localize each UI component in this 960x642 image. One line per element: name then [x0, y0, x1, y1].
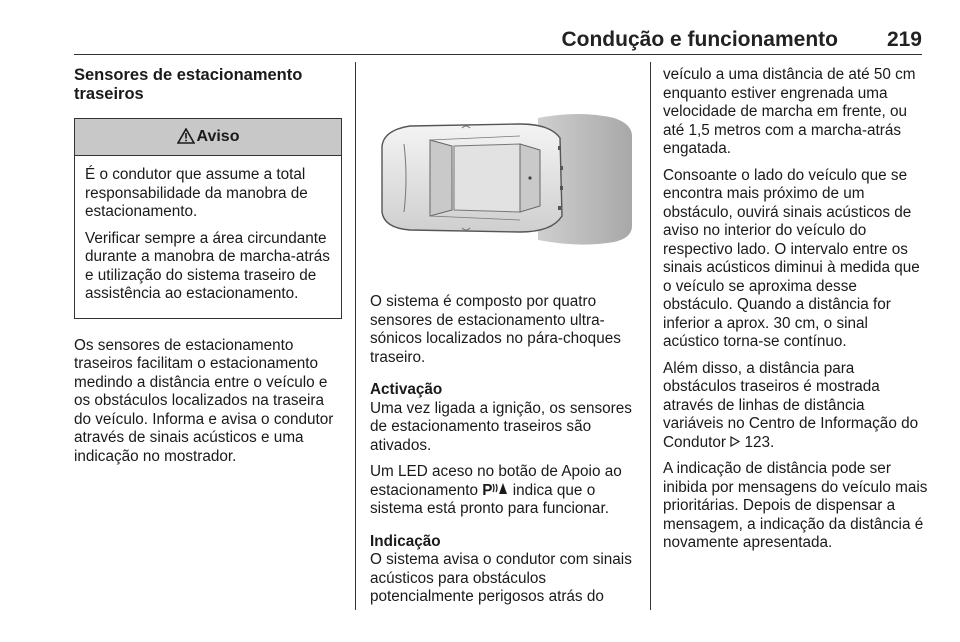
page-reference-number[interactable]: 123	[744, 433, 770, 451]
indication-heading: Indicação	[370, 532, 441, 550]
sensor-waves-icon	[492, 482, 508, 495]
page-reference-icon	[730, 436, 740, 447]
page-header	[74, 24, 922, 55]
warning-label: Aviso	[196, 128, 240, 145]
intro-paragraph: Os sensores de estacionamento traseiros facilitam o estacionamento medindo a distância entre o veículo e os obstáculos localizados na traseira do veículo. Informa e avisa o condutor através de sinais acústicos e uma indicação no mostrador.	[74, 336, 334, 465]
led-text-before: Um LED aceso no botão de Apoio ao estacionamento	[370, 463, 622, 499]
warning-text-2: Verificar sempre a área circundante durante a manobra de marcha-atrás e utilização do sistema traseiro de assistência ao estacionamento.	[85, 229, 330, 302]
warning-body	[75, 156, 341, 318]
led-paragraph	[370, 463, 638, 519]
distance-paragraph: veículo a uma distância de até 50 cm enquanto estiver engrenada uma velocidade de marcha em frente, ou até 1,5 metros com a marcha-atrás engatada.	[663, 66, 916, 157]
car-sensor-illustration	[370, 66, 638, 271]
warning-header	[75, 119, 341, 156]
column-3	[663, 66, 928, 561]
display-paragraph: Além disso, a distância para obstáculos traseiros é mostrada através de linhas de distância variáveis no Centro de Informação do Condutor 123.	[663, 359, 919, 451]
header-title: Condução e funcionamento	[561, 28, 838, 51]
section-title: Sensores de estacionamento traseiros	[74, 66, 303, 103]
column-2	[370, 66, 638, 615]
led-text-after: indica que o sistema está pronto para funcionar.	[370, 481, 609, 517]
park-assist-icon: P	[482, 481, 493, 499]
warning-triangle-icon	[177, 128, 195, 144]
activation-heading: Activação	[370, 381, 443, 398]
column-divider	[650, 62, 651, 610]
warning-box	[74, 118, 342, 319]
system-description: O sistema é composto por quatro sensores de estacionamento ultra-sónicos localizados no pára-choques traseiro.	[370, 293, 621, 366]
car-top-view-icon	[370, 66, 638, 271]
activation-text: Uma vez ligada a ignição, os sensores de estacionamento traseiros são ativados.	[370, 399, 632, 454]
column-1	[74, 66, 342, 474]
column-divider	[355, 62, 356, 610]
indication-text: O sistema avisa o condutor com sinais acústicos para obstáculos potencialmente perigosos atrás do	[370, 551, 632, 605]
page-number: 219	[886, 28, 922, 51]
display-text: Além disso, a distância para obstáculos traseiros é mostrada através de linhas de distância variáveis no Centro de Informação do Condutor	[663, 359, 919, 451]
acoustic-paragraph: Consoante o lado do veículo que se encontra mais próximo de um obstáculo, ouvirá sinais acústicos de aviso no interior do veículo do respectivo lado. O intervalo entre os sinais acústicos diminui à medida que o veículo se aproxima desse obstáculo. Quando a distância for inferior a aprox. 30 cm, o sinal acústico torna-se contínuo.	[663, 166, 920, 350]
inhibit-paragraph: A indicação de distância pode ser inibida por mensagens do veículo mais prioritárias. Depois de dispensar a mensagem, a indicação da distância é novamente apresentada.	[663, 460, 928, 551]
warning-text-1: É o condutor que assume a total responsabilidade da manobra de estacionamento.	[85, 166, 308, 220]
